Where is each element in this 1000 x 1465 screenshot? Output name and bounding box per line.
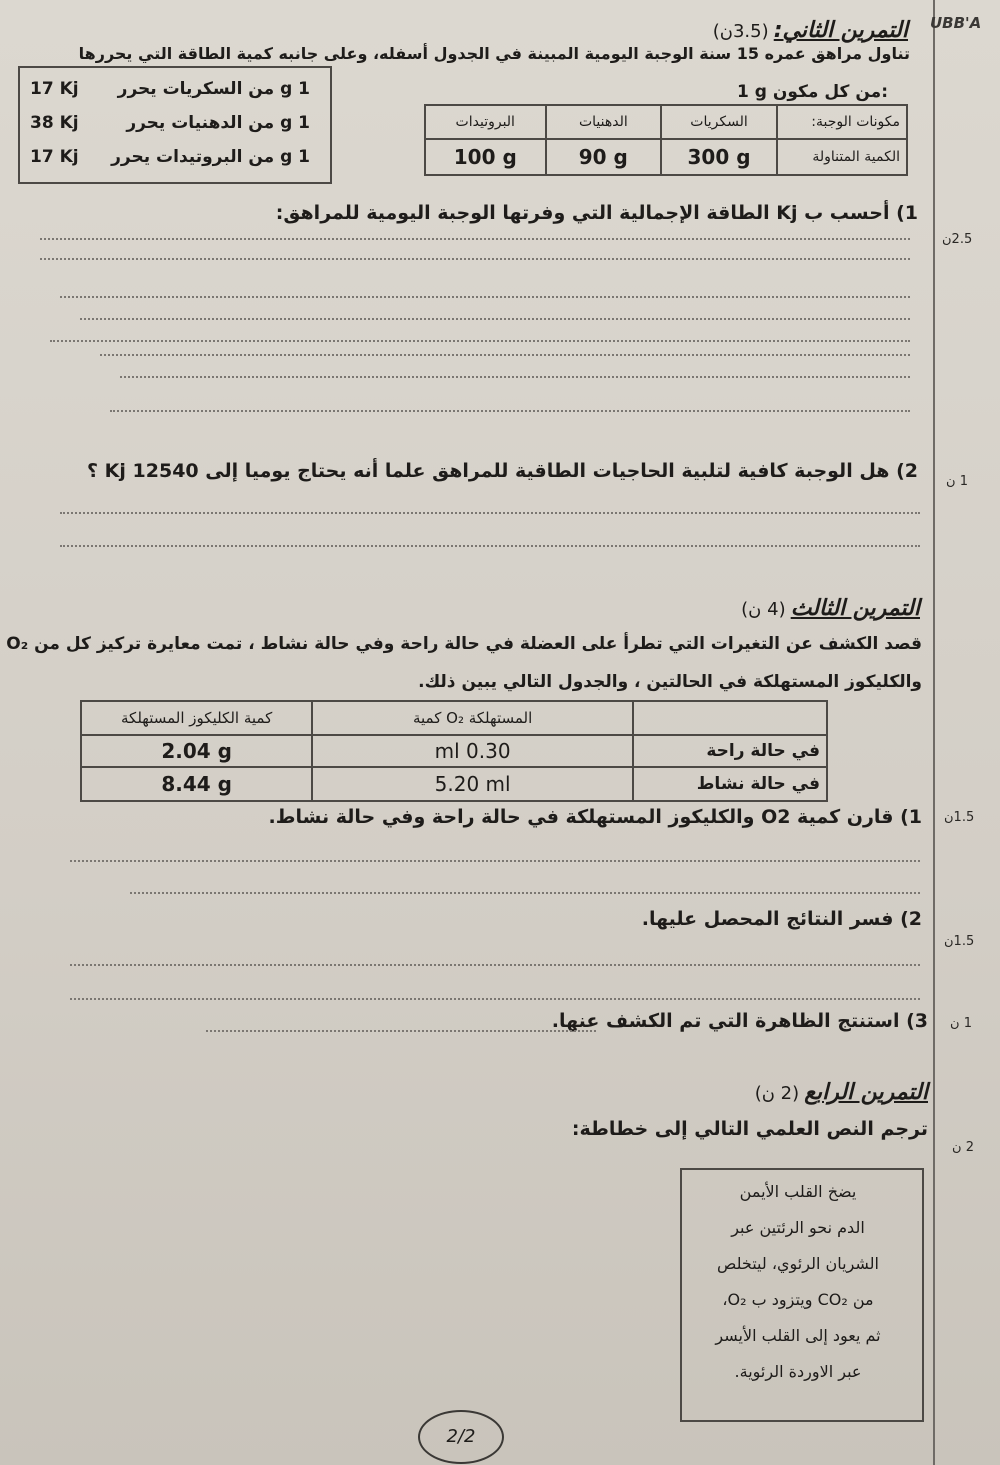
- ex4-text-line: يضخ القلب الأيمن: [739, 1182, 857, 1201]
- page-number: 2/2: [418, 1410, 504, 1464]
- corner-mark: UBB'A: [930, 14, 982, 32]
- row-label-rest: في حالة راحة: [633, 735, 827, 767]
- energy-value: 17 Kj: [30, 79, 79, 99]
- energy-value: 38 Kj: [30, 113, 79, 133]
- ex3-q2-score: 1.5ن: [944, 934, 975, 949]
- row-header-quantity: الكمية المتناولة: [777, 139, 907, 175]
- ex4-title: التمرين الرابع: [804, 1080, 928, 1105]
- ex2-title: التمرين الثاني:: [773, 18, 908, 43]
- ex4-text: [684, 1174, 912, 1390]
- meal-table: [424, 104, 908, 176]
- muscle-table: [80, 700, 828, 802]
- ex3-points: (4 ن): [741, 599, 786, 620]
- answer-line: [60, 512, 920, 514]
- glucose-active: 8.44 g: [81, 767, 312, 801]
- ex2-q2-score: 1 ن: [946, 474, 968, 489]
- muscle-table-header: [81, 701, 827, 735]
- ex4-text-line: الدم نحو الرئتين عبر: [731, 1218, 865, 1237]
- meal-table-quantities: [425, 139, 907, 175]
- energy-row-sugars: [30, 74, 310, 104]
- ex4-heading: [755, 1080, 928, 1105]
- ex2-question-2: 2) هل الوجبة كافية لتلبية الحاجيات الطاقية للمراهق علما أنه يحتاج يوميا إلى 12540 Kj ؟: [87, 460, 918, 482]
- answer-line: [40, 238, 910, 240]
- energy-label: 1 g من السكريات يحرر: [117, 79, 310, 99]
- energy-label: 1 g من الدهنيات يحرر: [126, 113, 310, 133]
- ex4-text-line: من CO₂ ويتزود ب O₂،: [722, 1290, 874, 1309]
- energy-row-fats: [30, 108, 310, 138]
- energy-row-proteins: [30, 142, 310, 172]
- energy-value: 17 Kj: [30, 147, 79, 167]
- ex4-text-line: ثم يعود إلى القلب الأيسر: [715, 1326, 881, 1345]
- ex3-intro-line1: قصد الكشف عن التغيرات التي تطرأ على العضلة في حالة راحة وفي حالة نشاط ، تمت معايرة تركيز كل من O₂: [6, 634, 922, 654]
- muscle-table-row-active: [81, 767, 827, 801]
- col-fats: الدهنيات: [546, 105, 662, 139]
- col-proteins: البروتيدات: [425, 105, 546, 139]
- energy-label: 1 g من البروتيدات يحرر: [111, 147, 310, 167]
- answer-line: [60, 545, 920, 547]
- answer-line: [70, 998, 920, 1000]
- qty-proteins: 100 g: [425, 139, 546, 175]
- ex3-question-3: 3) استنتج الظاهرة التي تم الكشف عنها.: [551, 1010, 928, 1032]
- ex3-intro-line2: والكليكوز المستهلكة في الحالتين ، والجدول التالي يبين ذلك.: [418, 672, 922, 692]
- answer-line: [50, 340, 910, 342]
- answer-line: [206, 1030, 596, 1032]
- ex2-heading: [713, 18, 908, 43]
- ex2-points: (3.5ن): [712, 21, 769, 42]
- ex4-text-line: عبر الاوردة الرئوية.: [734, 1362, 862, 1381]
- col-empty: [633, 701, 827, 735]
- ex3-question-2: 2) فسر النتائج المحصل عليها.: [641, 908, 922, 930]
- answer-line: [70, 964, 920, 966]
- ex3-question-1: 1) قارن كمية O2 والكليكوز المستهلكة في حالة راحة وفي حالة نشاط.: [268, 806, 922, 828]
- glucose-rest: 2.04 g: [81, 735, 312, 767]
- muscle-table-row-rest: [81, 735, 827, 767]
- ex4-text-line: الشريان الرئوي، ليتخلص: [717, 1254, 879, 1273]
- qty-sugars: 300 g: [661, 139, 777, 175]
- answer-line: [130, 892, 920, 894]
- ex3-q3-score: 1 ن: [950, 1016, 972, 1031]
- ex3-title: التمرين الثالث: [790, 596, 920, 621]
- ex2-question-1: 1) أحسب ب Kj الطاقة الإجمالية التي وفرتها الوجبة اليومية للمراهق:: [275, 202, 918, 224]
- ex2-q1-score: 2.5ن: [942, 232, 973, 247]
- answer-line: [60, 296, 910, 298]
- ex4-score: 2 ن: [952, 1140, 974, 1155]
- ex2-intro-line2: 1 g من كل مكون:: [737, 82, 888, 102]
- ex4-points: (2 ن): [754, 1083, 800, 1104]
- answer-line: [70, 860, 920, 862]
- margin-line: [933, 0, 935, 1465]
- o2-rest: ml 0.30: [312, 735, 633, 767]
- row-label-active: في حالة نشاط: [633, 767, 827, 801]
- ex3-heading: [741, 596, 920, 621]
- answer-line: [80, 318, 910, 320]
- row-header-components: مكونات الوجبة:: [777, 105, 907, 139]
- qty-fats: 90 g: [546, 139, 662, 175]
- col-glucose: كمية الكليكوز المستهلكة: [81, 701, 312, 735]
- col-sugars: السكريات: [661, 105, 777, 139]
- ex2-intro-line1: تناول مراهق عمره 15 سنة الوجبة اليومية المبينة في الجدول أسفله، وعلى جانبه كمية الطاقة التي يحررها: [78, 44, 910, 63]
- answer-line: [120, 376, 910, 378]
- ex3-q1-score: 1.5ن: [944, 810, 975, 825]
- answer-line: [110, 410, 910, 412]
- meal-table-header: [425, 105, 907, 139]
- answer-line: [100, 354, 910, 356]
- col-o2: كمية O₂ المستهلكة: [312, 701, 633, 735]
- o2-active: 5.20 ml: [312, 767, 633, 801]
- answer-line: [40, 258, 910, 260]
- ex4-instruction: ترجم النص العلمي التالي إلى خطاطة:: [571, 1118, 928, 1140]
